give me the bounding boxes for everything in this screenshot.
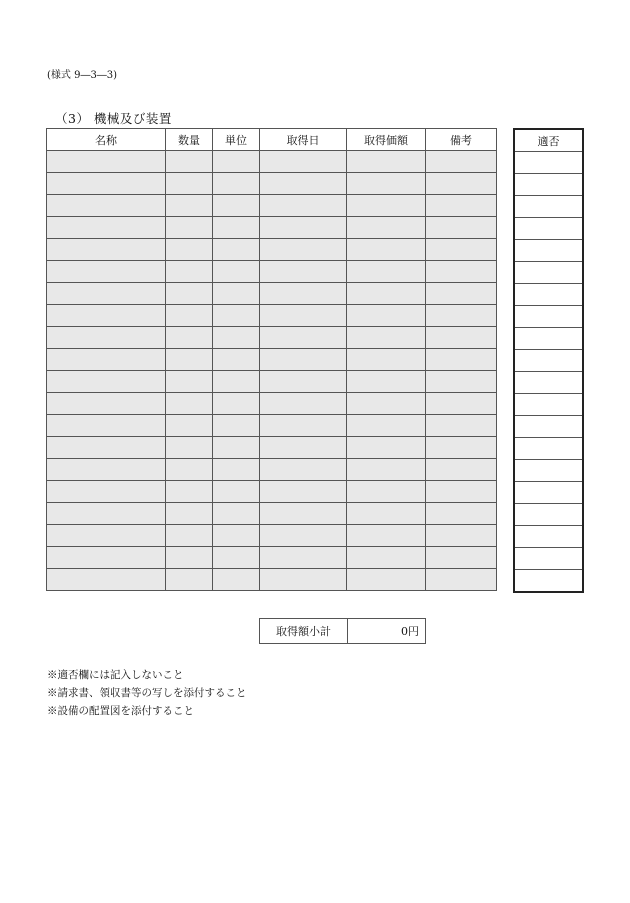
table-cell[interactable]: [47, 525, 166, 547]
table-cell[interactable]: [260, 305, 347, 327]
check-cell[interactable]: [514, 152, 583, 174]
table-cell[interactable]: [260, 239, 347, 261]
table-row: [47, 217, 497, 239]
table-cell[interactable]: [260, 569, 347, 591]
note-item: ※請求書、領収書等の写しを添付すること: [47, 687, 247, 699]
table-cell[interactable]: [347, 459, 426, 481]
check-table: [513, 128, 584, 593]
equipment-table: [46, 128, 497, 591]
table-cell[interactable]: [426, 305, 497, 327]
table-cell[interactable]: [213, 261, 260, 283]
table-cell[interactable]: [166, 459, 213, 481]
check-row: [514, 262, 583, 284]
table-cell[interactable]: [347, 173, 426, 195]
table-cell[interactable]: [260, 415, 347, 437]
check-row: [514, 482, 583, 504]
check-row: [514, 240, 583, 262]
table-cell[interactable]: [47, 195, 166, 217]
check-cell[interactable]: [514, 394, 583, 416]
table-cell[interactable]: [213, 349, 260, 371]
table-cell[interactable]: [47, 481, 166, 503]
table-cell[interactable]: [166, 195, 213, 217]
check-cell[interactable]: [514, 350, 583, 372]
table-cell[interactable]: [426, 217, 497, 239]
check-cell[interactable]: [514, 372, 583, 394]
check-row: [514, 460, 583, 482]
check-cell[interactable]: [514, 240, 583, 262]
table-row: [47, 415, 497, 437]
header-unit: 単位: [213, 129, 260, 151]
table-row: [47, 151, 497, 173]
check-cell[interactable]: [514, 460, 583, 482]
table-cell[interactable]: [347, 195, 426, 217]
table-cell[interactable]: [347, 547, 426, 569]
table-row: [47, 547, 497, 569]
table-cell[interactable]: [166, 217, 213, 239]
section-title: （3） 機械及び装置: [55, 111, 172, 126]
table-cell[interactable]: [213, 547, 260, 569]
table-cell[interactable]: [260, 371, 347, 393]
table-cell[interactable]: [213, 503, 260, 525]
table-cell[interactable]: [347, 239, 426, 261]
table-row: [47, 393, 497, 415]
table-cell[interactable]: [260, 525, 347, 547]
table-row: [47, 305, 497, 327]
header-remarks: 備考: [426, 129, 497, 151]
table-cell[interactable]: [213, 525, 260, 547]
table-cell[interactable]: [347, 305, 426, 327]
table-cell[interactable]: [426, 437, 497, 459]
check-row: [514, 416, 583, 438]
table-row: [47, 283, 497, 305]
table-cell[interactable]: [47, 459, 166, 481]
table-cell[interactable]: [426, 547, 497, 569]
check-row: [514, 504, 583, 526]
table-cell[interactable]: [47, 547, 166, 569]
table-cell[interactable]: [260, 393, 347, 415]
table-row: [47, 173, 497, 195]
notes: [47, 666, 247, 720]
table-cell[interactable]: [260, 547, 347, 569]
table-cell[interactable]: [166, 503, 213, 525]
check-row: [514, 218, 583, 240]
check-cell[interactable]: [514, 548, 583, 570]
table-cell[interactable]: [347, 261, 426, 283]
table-cell[interactable]: [47, 239, 166, 261]
table-cell[interactable]: [47, 569, 166, 591]
check-row: [514, 284, 583, 306]
check-row: [514, 174, 583, 196]
table-cell[interactable]: [47, 305, 166, 327]
table-cell[interactable]: [47, 503, 166, 525]
table-cell[interactable]: [213, 327, 260, 349]
table-cell[interactable]: [47, 283, 166, 305]
subtotal-table: [259, 618, 426, 644]
table-cell[interactable]: [166, 305, 213, 327]
table-row: [47, 261, 497, 283]
table-cell[interactable]: [166, 327, 213, 349]
table-cell[interactable]: [426, 195, 497, 217]
table-cell[interactable]: [166, 415, 213, 437]
table-cell[interactable]: [426, 525, 497, 547]
table-cell[interactable]: [166, 239, 213, 261]
header-name: 名称: [47, 129, 166, 151]
table-cell[interactable]: [166, 349, 213, 371]
table-cell[interactable]: [260, 481, 347, 503]
table-cell[interactable]: [213, 459, 260, 481]
table-cell[interactable]: [47, 349, 166, 371]
table-cell[interactable]: [347, 481, 426, 503]
table-cell[interactable]: [347, 217, 426, 239]
table-cell[interactable]: [166, 371, 213, 393]
table-cell[interactable]: [260, 173, 347, 195]
check-row: [514, 526, 583, 548]
table-row: [47, 503, 497, 525]
check-cell[interactable]: [514, 262, 583, 284]
check-row: [514, 328, 583, 350]
table-cell[interactable]: [347, 437, 426, 459]
table-cell[interactable]: [426, 503, 497, 525]
table-cell[interactable]: [347, 327, 426, 349]
table-cell[interactable]: [426, 261, 497, 283]
table-cell[interactable]: [213, 173, 260, 195]
note-item: ※設備の配置図を添付すること: [47, 705, 194, 717]
table-cell[interactable]: [47, 415, 166, 437]
check-row: [514, 350, 583, 372]
table-cell[interactable]: [213, 305, 260, 327]
table-cell[interactable]: [166, 437, 213, 459]
check-cell[interactable]: [514, 438, 583, 460]
header-check: 適否: [514, 129, 583, 152]
table-cell[interactable]: [166, 525, 213, 547]
table-cell[interactable]: [213, 239, 260, 261]
check-cell[interactable]: [514, 526, 583, 548]
table-cell[interactable]: [260, 151, 347, 173]
table-cell[interactable]: [347, 415, 426, 437]
check-row: [514, 394, 583, 416]
table-cell[interactable]: [47, 217, 166, 239]
subtotal-label: 取得額小計: [260, 619, 348, 644]
table-cell[interactable]: [47, 371, 166, 393]
table-row: [47, 459, 497, 481]
table-cell[interactable]: [166, 173, 213, 195]
subtotal-row: [260, 619, 426, 644]
table-cell[interactable]: [213, 569, 260, 591]
table-cell[interactable]: [260, 217, 347, 239]
table-cell[interactable]: [347, 349, 426, 371]
table-cell[interactable]: [426, 239, 497, 261]
table-cell[interactable]: [213, 393, 260, 415]
table-cell[interactable]: [347, 393, 426, 415]
table-cell[interactable]: [47, 173, 166, 195]
table-row: [47, 349, 497, 371]
table-cell[interactable]: [213, 415, 260, 437]
table-cell[interactable]: [260, 261, 347, 283]
check-cell[interactable]: [514, 482, 583, 504]
header-row: [47, 129, 497, 151]
check-cell[interactable]: [514, 328, 583, 350]
table-row: [47, 239, 497, 261]
table-cell[interactable]: [426, 415, 497, 437]
table-cell[interactable]: [47, 261, 166, 283]
table-cell[interactable]: [213, 481, 260, 503]
table-row: [47, 327, 497, 349]
check-row: [514, 548, 583, 570]
table-cell[interactable]: [426, 459, 497, 481]
subtotal-value: 0円: [348, 619, 426, 644]
check-cell[interactable]: [514, 306, 583, 328]
table-cell[interactable]: [47, 327, 166, 349]
table-cell[interactable]: [426, 327, 497, 349]
table-cell[interactable]: [166, 261, 213, 283]
table-cell[interactable]: [213, 283, 260, 305]
table-cell[interactable]: [426, 371, 497, 393]
table-cell[interactable]: [213, 195, 260, 217]
check-cell[interactable]: [514, 504, 583, 526]
table-cell[interactable]: [166, 481, 213, 503]
table-cell[interactable]: [260, 349, 347, 371]
table-row: [47, 437, 497, 459]
table-cell[interactable]: [426, 481, 497, 503]
check-row: [514, 570, 583, 593]
table-row: [47, 525, 497, 547]
check-row: [514, 372, 583, 394]
table-cell[interactable]: [47, 393, 166, 415]
form-code: (様式 9―3―3): [47, 70, 118, 81]
table-cell[interactable]: [426, 569, 497, 591]
table-cell[interactable]: [347, 503, 426, 525]
note-item: ※適否欄には記入しないこと: [47, 669, 184, 681]
check-header-row: [514, 129, 583, 152]
table-cell[interactable]: [47, 437, 166, 459]
table-cell[interactable]: [260, 195, 347, 217]
table-cell[interactable]: [47, 151, 166, 173]
check-row: [514, 438, 583, 460]
table-cell[interactable]: [260, 283, 347, 305]
check-cell[interactable]: [514, 218, 583, 240]
table-cell[interactable]: [260, 437, 347, 459]
table-cell[interactable]: [260, 327, 347, 349]
table-cell[interactable]: [166, 547, 213, 569]
table-cell[interactable]: [166, 393, 213, 415]
table-cell[interactable]: [426, 173, 497, 195]
table-cell[interactable]: [166, 569, 213, 591]
table-cell[interactable]: [213, 437, 260, 459]
header-acquisition-date: 取得日: [260, 129, 347, 151]
table-cell[interactable]: [260, 459, 347, 481]
table-cell[interactable]: [347, 371, 426, 393]
table-cell[interactable]: [213, 151, 260, 173]
table-cell[interactable]: [213, 217, 260, 239]
header-quantity: 数量: [166, 129, 213, 151]
check-cell[interactable]: [514, 416, 583, 438]
check-cell[interactable]: [514, 174, 583, 196]
table-cell[interactable]: [166, 283, 213, 305]
table-cell[interactable]: [347, 525, 426, 547]
check-row: [514, 306, 583, 328]
table-cell[interactable]: [260, 503, 347, 525]
check-cell[interactable]: [514, 196, 583, 218]
table-row: [47, 481, 497, 503]
check-row: [514, 152, 583, 174]
table-cell[interactable]: [347, 283, 426, 305]
table-row: [47, 569, 497, 591]
table-cell[interactable]: [426, 283, 497, 305]
table-cell[interactable]: [347, 569, 426, 591]
table-cell[interactable]: [166, 151, 213, 173]
table-row: [47, 195, 497, 217]
check-row: [514, 196, 583, 218]
table-cell[interactable]: [426, 151, 497, 173]
check-cell[interactable]: [514, 284, 583, 306]
table-cell[interactable]: [347, 151, 426, 173]
check-cell[interactable]: [514, 570, 583, 593]
table-cell[interactable]: [426, 393, 497, 415]
table-cell[interactable]: [426, 349, 497, 371]
table-cell[interactable]: [213, 371, 260, 393]
header-acquisition-price: 取得価額: [347, 129, 426, 151]
table-row: [47, 371, 497, 393]
